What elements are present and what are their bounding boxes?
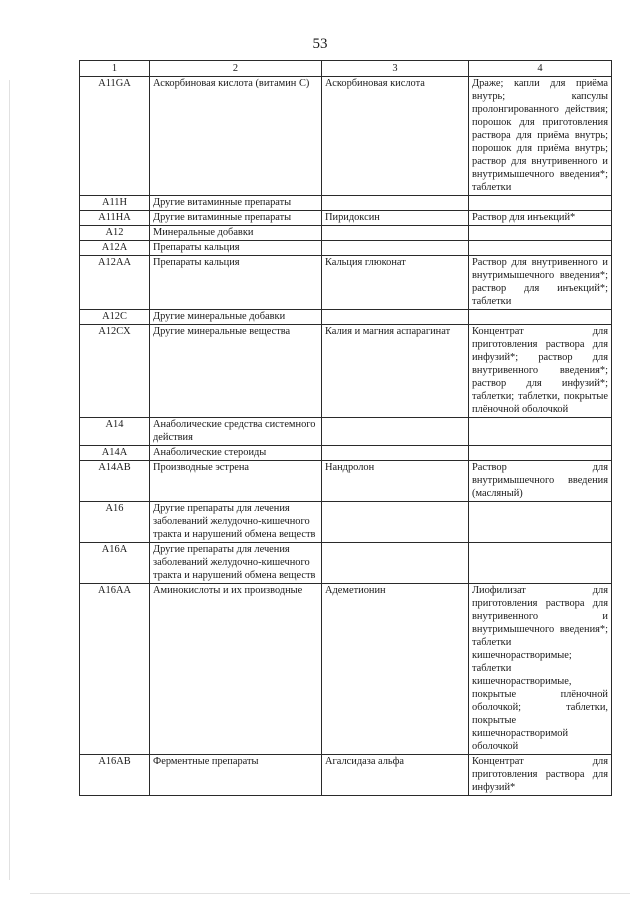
group-name-cell: Другие минеральные вещества	[150, 325, 322, 418]
group-name-cell: Производные эстрена	[150, 461, 322, 502]
table-row	[80, 446, 612, 461]
dosage-forms-cell	[469, 310, 612, 325]
table-row	[80, 755, 612, 796]
table-row	[80, 310, 612, 325]
drug-name-cell	[322, 196, 469, 211]
atc-code-cell: A12	[80, 226, 150, 241]
atc-code-cell: A12C	[80, 310, 150, 325]
group-name-cell: Другие витаминные препараты	[150, 196, 322, 211]
column-header: 4	[469, 61, 612, 77]
group-name-cell: Другие витаминные препараты	[150, 211, 322, 226]
atc-code-cell: A14AB	[80, 461, 150, 502]
atc-code-cell: A11GA	[80, 77, 150, 196]
drug-name-cell: Пиридоксин	[322, 211, 469, 226]
group-name-cell: Анаболические стероиды	[150, 446, 322, 461]
dosage-forms-cell: Концентрат для приготовления раствора для инфузий*; раствор для внутривенного введения*; раствор для инфузий*; таблетки; таблетки, покрытые плёночной оболочкой	[469, 325, 612, 418]
drug-name-cell	[322, 446, 469, 461]
drug-name-cell	[322, 418, 469, 446]
atc-code-cell: A16	[80, 502, 150, 543]
atc-code-cell: A16AA	[80, 584, 150, 755]
table-header-row	[80, 61, 612, 77]
atc-code-cell: A16AB	[80, 755, 150, 796]
scan-artifact	[9, 80, 10, 880]
medication-table	[79, 60, 612, 796]
group-name-cell: Ферментные препараты	[150, 755, 322, 796]
column-header: 3	[322, 61, 469, 77]
column-header: 2	[150, 61, 322, 77]
group-name-cell: Другие препараты для лечения заболеваний желудочно-кишечного тракта и нарушений обмена веществ	[150, 543, 322, 584]
table-row	[80, 543, 612, 584]
table-row	[80, 241, 612, 256]
table-row	[80, 325, 612, 418]
drug-name-cell: Аскорбиновая кислота	[322, 77, 469, 196]
scan-artifact	[30, 893, 630, 894]
drug-name-cell	[322, 310, 469, 325]
drug-name-cell: Кальция глюконат	[322, 256, 469, 310]
drug-name-cell: Нандролон	[322, 461, 469, 502]
dosage-forms-cell: Раствор для инъекций*	[469, 211, 612, 226]
atc-code-cell: A11HA	[80, 211, 150, 226]
atc-code-cell: A16A	[80, 543, 150, 584]
group-name-cell: Другие препараты для лечения заболеваний желудочно-кишечного тракта и нарушений обмена веществ	[150, 502, 322, 543]
group-name-cell: Аминокислоты и их производные	[150, 584, 322, 755]
dosage-forms-cell	[469, 543, 612, 584]
drug-name-cell: Адеметионин	[322, 584, 469, 755]
atc-code-cell: A12CX	[80, 325, 150, 418]
table-row	[80, 196, 612, 211]
table-row	[80, 256, 612, 310]
dosage-forms-cell	[469, 502, 612, 543]
atc-code-cell: A14A	[80, 446, 150, 461]
page-number: 53	[312, 36, 328, 52]
dosage-forms-cell	[469, 446, 612, 461]
dosage-forms-cell: Раствор для внутримышечного введения (масляный)	[469, 461, 612, 502]
dosage-forms-cell: Драже; капли для приёма внутрь; капсулы пролонгированного действия; порошок для приготовления раствора для приёма внутрь; порошок для приёма внутрь; раствор для внутривенного и внутримышечного введения*; таблетки	[469, 77, 612, 196]
drug-name-cell	[322, 502, 469, 543]
group-name-cell: Минеральные добавки	[150, 226, 322, 241]
table-row	[80, 461, 612, 502]
group-name-cell: Препараты кальция	[150, 241, 322, 256]
dosage-forms-cell: Раствор для внутривенного и внутримышечного введения*; раствор для инъекций*; таблетки	[469, 256, 612, 310]
dosage-forms-cell	[469, 418, 612, 446]
table-row	[80, 584, 612, 755]
table-row	[80, 502, 612, 543]
drug-name-cell	[322, 241, 469, 256]
table-row	[80, 226, 612, 241]
drug-name-cell: Агалсидаза альфа	[322, 755, 469, 796]
atc-code-cell: A12A	[80, 241, 150, 256]
drug-name-cell: Калия и магния аспарагинат	[322, 325, 469, 418]
group-name-cell: Препараты кальция	[150, 256, 322, 310]
table-row	[80, 77, 612, 196]
atc-code-cell: A12AA	[80, 256, 150, 310]
dosage-forms-cell	[469, 241, 612, 256]
group-name-cell: Другие минеральные добавки	[150, 310, 322, 325]
drug-name-cell	[322, 226, 469, 241]
atc-code-cell: A14	[80, 418, 150, 446]
table-row	[80, 211, 612, 226]
dosage-forms-cell: Концентрат для приготовления раствора для инфузий*	[469, 755, 612, 796]
group-name-cell: Аскорбиновая кислота (витамин С)	[150, 77, 322, 196]
table-row	[80, 418, 612, 446]
column-header: 1	[80, 61, 150, 77]
dosage-forms-cell	[469, 226, 612, 241]
dosage-forms-cell: Лиофилизат для приготовления раствора для внутривенного и внутримышечного введения*; таблетки кишечнорастворимые; таблетки кишечнорастворимые, покрытые плёночной оболочкой; таблетки, покрытые кишечнорастворимой оболочкой	[469, 584, 612, 755]
drug-name-cell	[322, 543, 469, 584]
atc-code-cell: A11H	[80, 196, 150, 211]
group-name-cell: Анаболические средства системного действия	[150, 418, 322, 446]
dosage-forms-cell	[469, 196, 612, 211]
